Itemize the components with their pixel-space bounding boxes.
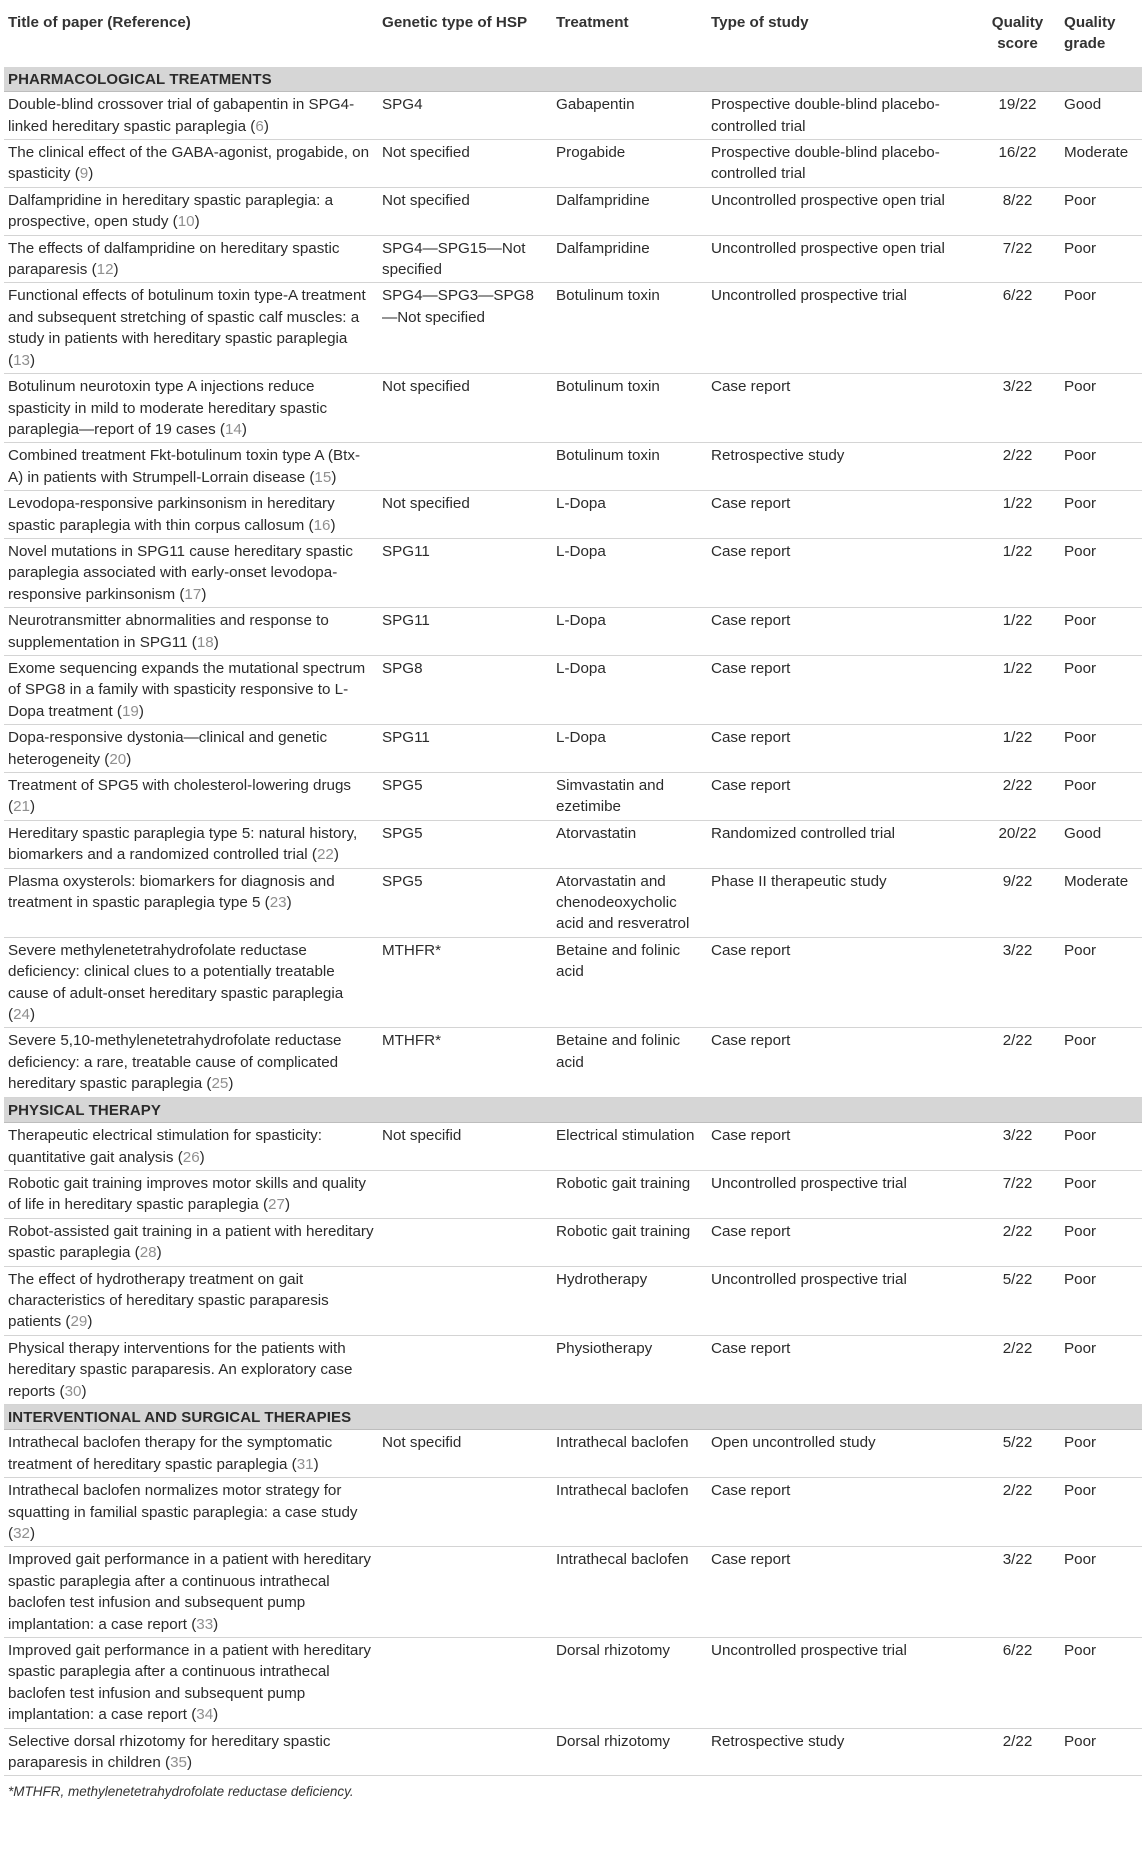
study-type-cell: Case report [707, 608, 975, 656]
paper-title: Neurotransmitter abnormalities and response to supplementation in SPG11 [8, 612, 329, 651]
quality-grade-cell: Poor [1060, 608, 1142, 656]
genetic-type-cell: Not specified [378, 140, 552, 188]
section-label: PHARMACOLOGICAL TREATMENTS [4, 67, 1142, 92]
table-row [4, 1430, 1142, 1478]
treatment-cell: L-Dopa [552, 725, 707, 773]
reference-number: 34 [196, 1706, 214, 1724]
table-row [4, 283, 1142, 374]
study-type-cell: Randomized controlled trial [707, 820, 975, 868]
genetic-type-cell: SPG4—SPG3—SPG8—Not specified [378, 283, 552, 374]
genetic-type-cell: Not specified [378, 491, 552, 539]
table-row [4, 655, 1142, 724]
section-header-row [4, 1404, 1142, 1429]
paper-title-cell: Exome sequencing expands the mutational spectrum of SPG8 in a family with spasticity responsive to L-Dopa treatment (19) [4, 655, 378, 724]
genetic-type-cell [378, 1170, 552, 1218]
reference-number: 22 [316, 846, 334, 864]
genetic-type-cell: MTHFR* [378, 937, 552, 1028]
study-type-cell: Case report [707, 1335, 975, 1404]
table-row [4, 1170, 1142, 1218]
paper-title-cell: Physical therapy interventions for the patients with hereditary spastic paraparesis. An exploratory case reports (30) [4, 1335, 378, 1404]
quality-grade-cell: Poor [1060, 1638, 1142, 1729]
reference-number: 9 [79, 165, 89, 183]
table-row [4, 1728, 1142, 1776]
section-label: INTERVENTIONAL AND SURGICAL THERAPIES [4, 1404, 1142, 1429]
quality-score-cell: 1/22 [975, 655, 1060, 724]
quality-score-cell: 3/22 [975, 937, 1060, 1028]
table-header [4, 8, 1142, 67]
genetic-type-cell [378, 1728, 552, 1776]
quality-score-cell: 1/22 [975, 725, 1060, 773]
header-study-type: Type of study [711, 14, 809, 31]
quality-score-cell: 2/22 [975, 773, 1060, 821]
genetic-type-cell: SPG11 [378, 725, 552, 773]
quality-grade-cell: Poor [1060, 538, 1142, 607]
quality-score-cell: 5/22 [975, 1266, 1060, 1335]
paper-title-cell: Botulinum neurotoxin type A injections reduce spasticity in mild to moderate hereditary spastic paraplegia—report of 19 cases (14) [4, 374, 378, 443]
paper-title-cell: Intrathecal baclofen therapy for the symptomatic treatment of hereditary spastic paraplegia (31) [4, 1430, 378, 1478]
genetic-type-cell: Not specifid [378, 1123, 552, 1171]
quality-grade-cell: Poor [1060, 773, 1142, 821]
treatment-cell: Physiotherapy [552, 1335, 707, 1404]
quality-grade-cell: Poor [1060, 725, 1142, 773]
table-row [4, 1638, 1142, 1729]
quality-score-cell: 2/22 [975, 1728, 1060, 1776]
study-type-cell: Prospective double-blind placebo-controlled trial [707, 92, 975, 140]
study-type-cell: Case report [707, 725, 975, 773]
paper-title: Intrathecal baclofen therapy for the symptomatic treatment of hereditary spastic paraplegia [8, 1434, 333, 1473]
reference-number: 17 [184, 585, 202, 603]
study-type-cell: Uncontrolled prospective open trial [707, 187, 975, 235]
genetic-type-cell: MTHFR* [378, 1028, 552, 1097]
table-row [4, 937, 1142, 1028]
quality-score-cell: 9/22 [975, 868, 1060, 937]
reference-number: 21 [13, 798, 30, 816]
treatment-cell: Botulinum toxin [552, 443, 707, 491]
table-row [4, 820, 1142, 868]
paper-title-cell: Robot-assisted gait training in a patient with hereditary spastic paraplegia (28) [4, 1218, 378, 1266]
study-type-cell: Case report [707, 1547, 975, 1638]
table-row [4, 1028, 1142, 1097]
reference-number: 13 [13, 351, 30, 369]
paper-title-cell: Plasma oxysterols: biomarkers for diagnosis and treatment in spastic paraplegia type 5 (23) [4, 868, 378, 937]
header-quality-grade: Quality grade [1064, 14, 1116, 53]
study-type-cell: Case report [707, 773, 975, 821]
treatment-cell: Atorvastatin [552, 820, 707, 868]
genetic-type-cell: SPG11 [378, 608, 552, 656]
quality-score-cell: 6/22 [975, 1638, 1060, 1729]
paper-title: Severe methylenetetrahydrofolate reductase deficiency: clinical clues to a potentially treatable cause of adult-onset hereditary spastic paraplegia [8, 941, 344, 1002]
reference-number: 12 [96, 261, 114, 279]
paper-title: The clinical effect of the GABA-agonist, progabide, on spasticity [8, 144, 370, 183]
paper-title: The effect of hydrotherapy treatment on gait characteristics of hereditary spastic paraparesis patients [8, 1270, 329, 1331]
section-label: PHYSICAL THERAPY [4, 1097, 1142, 1122]
study-type-cell: Uncontrolled prospective open trial [707, 235, 975, 283]
table-row [4, 608, 1142, 656]
paper-title: Improved gait performance in a patient with hereditary spastic paraplegia after a continuous intrathecal baclofen test infusion and subsequent pump implantation: a case report [8, 1642, 372, 1724]
genetic-type-cell [378, 1478, 552, 1547]
paper-title: Treatment of SPG5 with cholesterol-lowering drugs [8, 777, 351, 794]
paper-title: Robot-assisted gait training in a patient with hereditary spastic paraplegia [8, 1222, 374, 1262]
genetic-type-cell: Not specifid [378, 1430, 552, 1478]
table-row [4, 1547, 1142, 1638]
quality-grade-cell: Poor [1060, 1123, 1142, 1171]
reference-number: 27 [268, 1196, 285, 1214]
quality-grade-cell: Poor [1060, 1218, 1142, 1266]
quality-grade-cell: Poor [1060, 1478, 1142, 1547]
genetic-type-cell [378, 443, 552, 491]
genetic-type-cell: SPG4 [378, 92, 552, 140]
genetic-type-cell: SPG8 [378, 655, 552, 724]
paper-title: Botulinum neurotoxin type A injections reduce spasticity in mild to moderate hereditary spastic paraplegia—report of 19 cases [8, 378, 328, 438]
quality-grade-cell: Poor [1060, 1170, 1142, 1218]
reference-number: 18 [196, 633, 214, 651]
paper-title-cell: Selective dorsal rhizotomy for hereditary spastic paraparesis in children (35) [4, 1728, 378, 1776]
treatment-cell: Betaine and folinic acid [552, 937, 707, 1028]
study-type-cell: Case report [707, 1028, 975, 1097]
reference-number: 19 [121, 702, 139, 720]
genetic-type-cell: SPG4—SPG15—Not specified [378, 235, 552, 283]
quality-score-cell: 16/22 [975, 140, 1060, 188]
reference-number: 28 [139, 1244, 157, 1262]
table-row [4, 1335, 1142, 1404]
table-footnote: *MTHFR, methylenetetrahydrofolate reductase deficiency. [8, 1784, 354, 1800]
paper-title-cell: The effect of hydrotherapy treatment on gait characteristics of hereditary spastic paraparesis patients (29) [4, 1266, 378, 1335]
reference-number: 30 [64, 1382, 82, 1400]
genetic-type-cell: SPG5 [378, 820, 552, 868]
study-type-cell: Case report [707, 1478, 975, 1547]
quality-score-cell: 1/22 [975, 608, 1060, 656]
quality-score-cell: 2/22 [975, 1478, 1060, 1547]
treatment-cell: Atorvastatin and chenodeoxycholic acid and resveratrol [552, 868, 707, 937]
table-body [4, 67, 1142, 1776]
table-row [4, 491, 1142, 539]
table-row [4, 1478, 1142, 1547]
quality-score-cell: 1/22 [975, 491, 1060, 539]
paper-title-cell: Hereditary spastic paraplegia type 5: natural history, biomarkers and a randomized controlled trial (22) [4, 820, 378, 868]
quality-grade-cell: Poor [1060, 1028, 1142, 1097]
header-quality-score: Quality score [991, 14, 1044, 53]
reference-number: 24 [13, 1006, 30, 1024]
quality-score-cell: 2/22 [975, 1335, 1060, 1404]
reference-number: 15 [314, 468, 332, 486]
treatment-cell: Gabapentin [552, 92, 707, 140]
treatment-cell: Betaine and folinic acid [552, 1028, 707, 1097]
paper-title: Intrathecal baclofen normalizes motor strategy for squatting in familial spastic paraplegia: a case study [8, 1482, 358, 1521]
quality-grade-cell: Poor [1060, 374, 1142, 443]
table-row [4, 92, 1142, 140]
paper-title: Improved gait performance in a patient with hereditary spastic paraplegia after a continuous intrathecal baclofen test infusion and subsequent pump implantation: a case report [8, 1551, 372, 1633]
paper-title: Dalfampridine in hereditary spastic paraplegia: a prospective, open study [8, 191, 334, 231]
table-row [4, 140, 1142, 188]
genetic-type-cell [378, 1547, 552, 1638]
study-type-cell: Case report [707, 937, 975, 1028]
paper-title: The effects of dalfampridine on hereditary spastic paraparesis [8, 239, 340, 279]
study-type-cell: Uncontrolled prospective trial [707, 1170, 975, 1218]
quality-score-cell: 2/22 [975, 443, 1060, 491]
paper-title: Combined treatment Fkt-botulinum toxin type A (Btx-A) in patients with Strumpell-Lorrain disease [8, 447, 360, 486]
paper-title-cell: Improved gait performance in a patient with hereditary spastic paraplegia after a continuous intrathecal baclofen test infusion and subsequent pump implantation: a case report (34) [4, 1638, 378, 1729]
quality-score-cell: 1/22 [975, 538, 1060, 607]
paper-title-cell: The effects of dalfampridine on hereditary spastic paraparesis (12) [4, 235, 378, 283]
paper-title-cell: Robotic gait training improves motor skills and quality of life in hereditary spastic paraplegia (27) [4, 1170, 378, 1218]
paper-title-cell: Therapeutic electrical stimulation for spasticity: quantitative gait analysis (26) [4, 1123, 378, 1171]
quality-grade-cell: Poor [1060, 187, 1142, 235]
quality-score-cell: 19/22 [975, 92, 1060, 140]
study-type-cell: Open uncontrolled study [707, 1430, 975, 1478]
genetic-type-cell: Not specified [378, 374, 552, 443]
paper-title: Levodopa-responsive parkinsonism in hereditary spastic paraplegia with thin corpus callosum [8, 495, 335, 534]
treatment-cell: L-Dopa [552, 538, 707, 607]
treatment-cell: L-Dopa [552, 655, 707, 724]
paper-title: Functional effects of botulinum toxin type-A treatment and subsequent stretching of spastic calf muscles: a study in patients with hereditary spastic paraplegia [8, 287, 366, 348]
treatment-cell: Progabide [552, 140, 707, 188]
quality-grade-cell: Poor [1060, 1266, 1142, 1335]
quality-grade-cell: Poor [1060, 1547, 1142, 1638]
study-type-cell: Case report [707, 655, 975, 724]
table-row [4, 725, 1142, 773]
paper-title: Selective dorsal rhizotomy for hereditary spastic paraparesis in children [8, 1732, 331, 1772]
genetic-type-cell: Not specified [378, 187, 552, 235]
study-type-cell: Case report [707, 1218, 975, 1266]
quality-score-cell: 7/22 [975, 235, 1060, 283]
study-type-cell: Case report [707, 491, 975, 539]
paper-title: Robotic gait training improves motor skills and quality of life in hereditary spastic paraplegia [8, 1174, 366, 1214]
paper-title-cell: Intrathecal baclofen normalizes motor strategy for squatting in familial spastic paraplegia: a case study (32) [4, 1478, 378, 1547]
paper-title: Therapeutic electrical stimulation for spasticity: quantitative gait analysis [8, 1127, 322, 1166]
table-row [4, 773, 1142, 821]
treatment-cell: Robotic gait training [552, 1218, 707, 1266]
quality-grade-cell: Moderate [1060, 140, 1142, 188]
paper-title-cell: Treatment of SPG5 with cholesterol-lowering drugs (21) [4, 773, 378, 821]
paper-title-cell: Severe 5,10-methylenetetrahydrofolate reductase deficiency: a rare, treatable cause of complicated hereditary spastic paraplegia (25) [4, 1028, 378, 1097]
reference-number: 23 [269, 894, 287, 912]
paper-title: Double-blind crossover trial of gabapentin in SPG4-linked hereditary spastic paraplegia [8, 96, 355, 135]
paper-title-cell: The clinical effect of the GABA-agonist, progabide, on spasticity (9) [4, 140, 378, 188]
paper-title-cell: Double-blind crossover trial of gabapentin in SPG4-linked hereditary spastic paraplegia (6) [4, 92, 378, 140]
reference-number: 20 [109, 750, 127, 768]
quality-score-cell: 3/22 [975, 374, 1060, 443]
study-type-cell: Case report [707, 1123, 975, 1171]
table-row [4, 1266, 1142, 1335]
quality-grade-cell: Good [1060, 820, 1142, 868]
genetic-type-cell [378, 1638, 552, 1729]
table-row [4, 374, 1142, 443]
study-type-cell: Phase II therapeutic study [707, 868, 975, 937]
treatment-cell: Robotic gait training [552, 1170, 707, 1218]
paper-title: Dopa-responsive dystonia—clinical and genetic heterogeneity [8, 729, 328, 768]
reference-number: 10 [177, 213, 195, 231]
header-genetic-type: Genetic type of HSP [382, 14, 528, 31]
paper-title-cell: Functional effects of botulinum toxin type-A treatment and subsequent stretching of spastic calf muscles: a study in patients with hereditary spastic paraplegia (13) [4, 283, 378, 374]
genetic-type-cell: SPG11 [378, 538, 552, 607]
quality-score-cell: 6/22 [975, 283, 1060, 374]
reference-number: 6 [255, 117, 264, 135]
genetic-type-cell [378, 1218, 552, 1266]
quality-grade-cell: Poor [1060, 283, 1142, 374]
table-row [4, 443, 1142, 491]
paper-title: Novel mutations in SPG11 cause hereditary spastic paraplegia associated with early-onset levodopa-responsive parkinsonism [8, 542, 353, 603]
table-row [4, 1218, 1142, 1266]
treatment-cell: Hydrotherapy [552, 1266, 707, 1335]
treatment-cell: L-Dopa [552, 491, 707, 539]
paper-title: Severe 5,10-methylenetetrahydrofolate reductase deficiency: a rare, treatable cause of complicated hereditary spastic paraplegia [8, 1032, 342, 1093]
header-title: Title of paper (Reference) [8, 14, 191, 31]
treatment-cell: Botulinum toxin [552, 283, 707, 374]
reference-number: 25 [211, 1075, 229, 1093]
quality-grade-cell: Poor [1060, 1335, 1142, 1404]
genetic-type-cell [378, 1335, 552, 1404]
paper-title-cell: Dopa-responsive dystonia—clinical and genetic heterogeneity (20) [4, 725, 378, 773]
paper-title: Physical therapy interventions for the patients with hereditary spastic paraparesis. An exploratory case reports [8, 1339, 353, 1400]
quality-score-cell: 3/22 [975, 1123, 1060, 1171]
table-row [4, 187, 1142, 235]
reference-number: 33 [196, 1615, 214, 1633]
paper-title-cell: Combined treatment Fkt-botulinum toxin type A (Btx-A) in patients with Strumpell-Lorrain disease (15) [4, 443, 378, 491]
reference-number: 16 [313, 516, 331, 534]
paper-title: Exome sequencing expands the mutational spectrum of SPG8 in a family with spasticity responsive to L-Dopa treatment [8, 659, 366, 720]
quality-score-cell: 2/22 [975, 1218, 1060, 1266]
study-type-cell: Retrospective study [707, 1728, 975, 1776]
quality-grade-cell: Good [1060, 92, 1142, 140]
study-type-cell: Uncontrolled prospective trial [707, 1266, 975, 1335]
table-row [4, 538, 1142, 607]
reference-number: 26 [182, 1148, 200, 1166]
paper-title-cell: Novel mutations in SPG11 cause hereditary spastic paraplegia associated with early-onset levodopa-responsive parkinsonism (17) [4, 538, 378, 607]
paper-title-cell: Levodopa-responsive parkinsonism in hereditary spastic paraplegia with thin corpus callosum (16) [4, 491, 378, 539]
treatment-cell: L-Dopa [552, 608, 707, 656]
study-type-cell: Retrospective study [707, 443, 975, 491]
quality-score-cell: 5/22 [975, 1430, 1060, 1478]
reference-number: 14 [224, 420, 242, 438]
quality-score-cell: 2/22 [975, 1028, 1060, 1097]
section-header-row [4, 1097, 1142, 1122]
quality-grade-cell: Poor [1060, 655, 1142, 724]
genetic-type-cell [378, 1266, 552, 1335]
treatment-cell: Botulinum toxin [552, 374, 707, 443]
genetic-type-cell: SPG5 [378, 868, 552, 937]
quality-score-cell: 8/22 [975, 187, 1060, 235]
quality-score-cell: 3/22 [975, 1547, 1060, 1638]
treatment-cell: Dorsal rhizotomy [552, 1728, 707, 1776]
treatment-cell: Intrathecal baclofen [552, 1430, 707, 1478]
study-type-cell: Uncontrolled prospective trial [707, 1638, 975, 1729]
treatment-cell: Dorsal rhizotomy [552, 1638, 707, 1729]
paper-title-cell: Severe methylenetetrahydrofolate reductase deficiency: clinical clues to a potentially treatable cause of adult-onset hereditary spastic paraplegia (24) [4, 937, 378, 1028]
section-header-row [4, 67, 1142, 92]
paper-title: Plasma oxysterols: biomarkers for diagnosis and treatment in spastic paraplegia type 5 [8, 872, 335, 912]
treatment-cell: Electrical stimulation [552, 1123, 707, 1171]
header-treatment: Treatment [556, 14, 629, 31]
quality-grade-cell: Poor [1060, 491, 1142, 539]
study-type-cell: Case report [707, 538, 975, 607]
paper-title-cell: Neurotransmitter abnormalities and response to supplementation in SPG11 (18) [4, 608, 378, 656]
reference-number: 32 [13, 1525, 30, 1542]
quality-grade-cell: Moderate [1060, 868, 1142, 937]
paper-title-cell: Improved gait performance in a patient with hereditary spastic paraplegia after a continuous intrathecal baclofen test infusion and subsequent pump implantation: a case report (33) [4, 1547, 378, 1638]
study-type-cell: Case report [707, 374, 975, 443]
quality-grade-cell: Poor [1060, 235, 1142, 283]
treatment-cell: Intrathecal baclofen [552, 1547, 707, 1638]
paper-title-cell: Dalfampridine in hereditary spastic paraplegia: a prospective, open study (10) [4, 187, 378, 235]
quality-grade-cell: Poor [1060, 1430, 1142, 1478]
paper-title: Hereditary spastic paraplegia type 5: natural history, biomarkers and a randomized controlled trial [8, 824, 358, 864]
treatment-cell: Dalfampridine [552, 187, 707, 235]
reference-number: 31 [296, 1455, 314, 1473]
study-type-cell: Prospective double-blind placebo-controlled trial [707, 140, 975, 188]
quality-grade-cell: Poor [1060, 937, 1142, 1028]
table-row [4, 1123, 1142, 1171]
studies-table [4, 8, 1142, 1776]
table-row [4, 235, 1142, 283]
quality-score-cell: 20/22 [975, 820, 1060, 868]
study-type-cell: Uncontrolled prospective trial [707, 283, 975, 374]
genetic-type-cell: SPG5 [378, 773, 552, 821]
quality-grade-cell: Poor [1060, 1728, 1142, 1776]
treatment-cell: Simvastatin and ezetimibe [552, 773, 707, 821]
quality-score-cell: 7/22 [975, 1170, 1060, 1218]
treatment-cell: Intrathecal baclofen [552, 1478, 707, 1547]
quality-grade-cell: Poor [1060, 443, 1142, 491]
reference-number: 35 [170, 1754, 187, 1772]
table-row [4, 868, 1142, 937]
treatment-cell: Dalfampridine [552, 235, 707, 283]
reference-number: 29 [70, 1313, 88, 1331]
